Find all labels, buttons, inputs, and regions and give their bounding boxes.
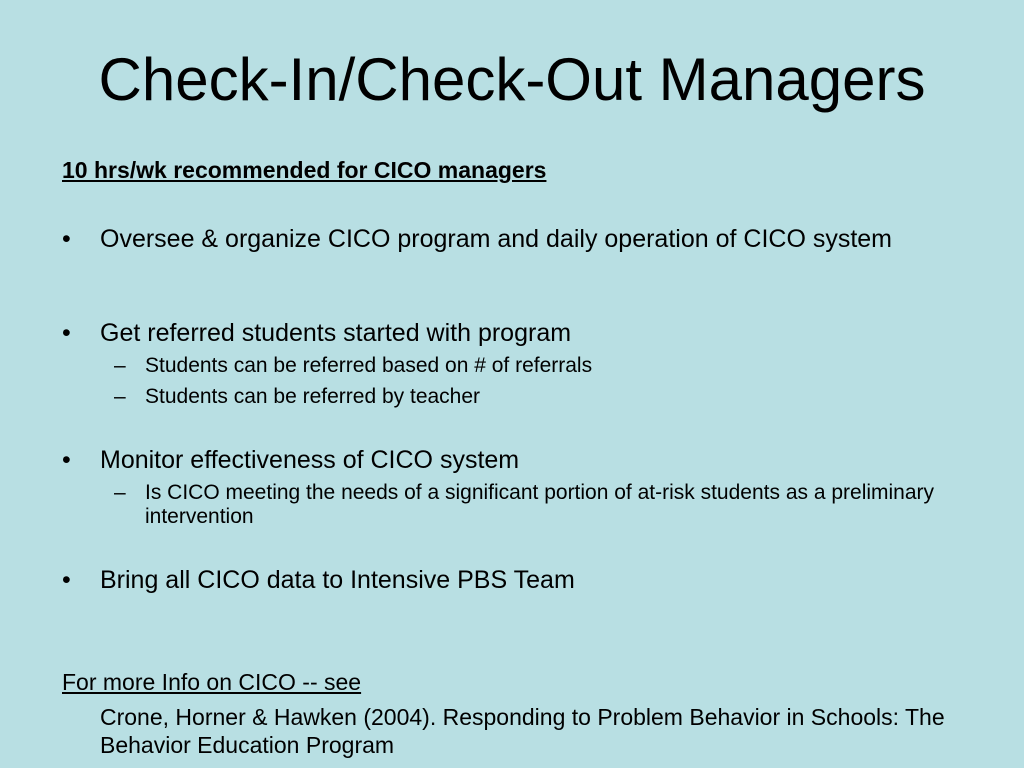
bullet-text: Get referred students started with program bbox=[100, 319, 572, 347]
bullet-marker: • bbox=[62, 566, 71, 594]
bullet-item-monitor bbox=[62, 447, 962, 474]
bullet-text: Monitor effectiveness of CICO system bbox=[100, 446, 520, 474]
sub-bullet-marker: – bbox=[114, 385, 126, 408]
sub-bullet-referrals bbox=[114, 354, 964, 378]
bullet-marker: • bbox=[62, 446, 71, 474]
bullet-item-referred bbox=[62, 320, 962, 347]
sub-bullet-marker: – bbox=[114, 481, 126, 504]
slide-title: Check-In/Check-Out Managers bbox=[98, 46, 926, 113]
sub-bullet-at-risk bbox=[114, 481, 964, 529]
sub-bullet-text: Is CICO meeting the needs of a significant portion of at-risk students as a preliminary intervention bbox=[145, 481, 935, 528]
sub-bullet-marker: – bbox=[114, 354, 126, 377]
sub-bullet-text: Students can be referred based on # of referrals bbox=[145, 354, 593, 377]
sub-bullet-teacher bbox=[114, 385, 964, 409]
slide-subheading: 10 hrs/wk recommended for CICO managers bbox=[62, 157, 547, 183]
bullet-text: Bring all CICO data to Intensive PBS Team bbox=[100, 566, 575, 594]
sub-bullet-text: Students can be referred by teacher bbox=[145, 385, 481, 408]
bullet-marker: • bbox=[62, 225, 71, 253]
bullet-item-bring-data bbox=[62, 567, 962, 594]
bullet-marker: • bbox=[62, 319, 71, 347]
bullet-text: Oversee & organize CICO program and daily operation of CICO system bbox=[100, 225, 893, 253]
citation: Crone, Horner & Hawken (2004). Responding to Problem Behavior in Schools: The Behavior Education Program bbox=[100, 704, 945, 758]
bullet-item-oversee bbox=[62, 226, 962, 253]
more-info-heading: For more Info on CICO -- see bbox=[62, 669, 362, 695]
